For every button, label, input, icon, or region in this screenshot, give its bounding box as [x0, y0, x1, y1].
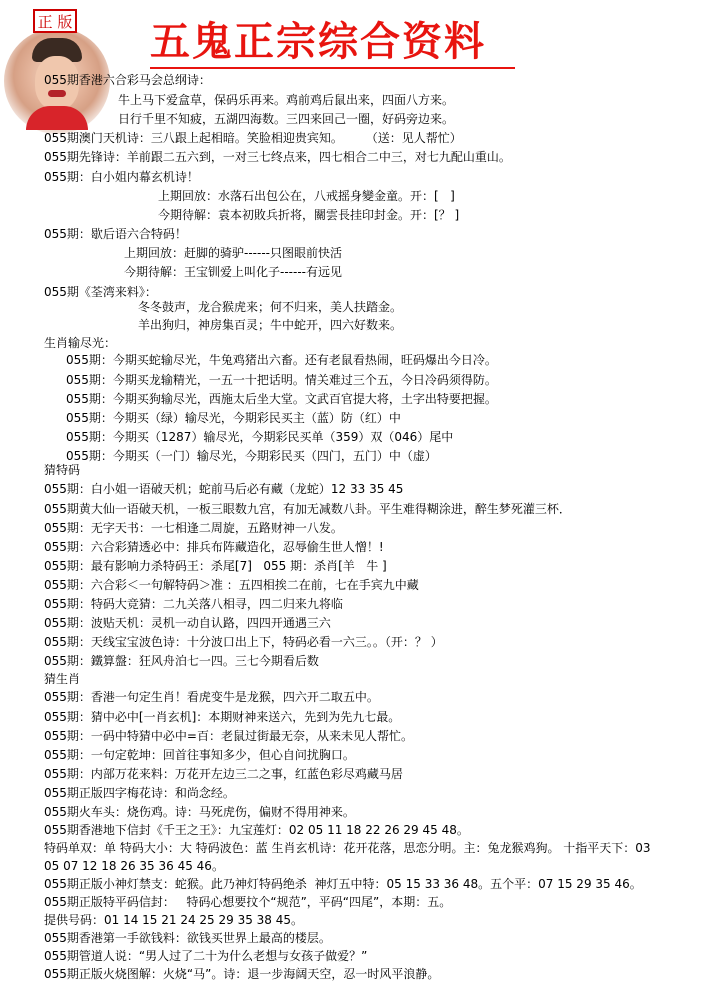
text-line: 提供号码：01 14 15 21 24 25 29 35 38 45。: [44, 913, 304, 927]
text-line: 055期：白小姐内幕玄机诗！: [44, 170, 199, 184]
text-line: 今期待解：王宝钏爱上叫化子------有远见: [124, 265, 342, 279]
text-line: 055期：今期买龙输精光，一五一十把话明。情关难过三个五，今日冷码须得防。: [66, 373, 497, 387]
text-line: 055期：一句定乾坤：回首往事知多少，但心自问扰胸口。: [44, 748, 355, 762]
text-line: 055期：波贴天机：灵机一动自认路，四四开通遇三六: [44, 616, 331, 630]
text-line: 055期：今期买（一门）输尽光，今期彩民买（四门，五门）中（虚）: [66, 449, 437, 463]
text-line: 055期：猜中必中[一肖玄机]：本期财神来送六，先到为先九七最。: [44, 710, 401, 724]
section-heading: 猜特码: [44, 463, 81, 477]
text-line: 055期管道人说：“男人过了二十为什么老想与女孩子做爱？”: [44, 949, 368, 963]
text-line: 冬冬鼓声，龙合猴虎来；何不归来，美人扶踏金。: [138, 300, 403, 314]
text-line: 055期：天线宝宝波色诗：十分波口出上下，特码必看一六三。。（开：？ ）: [44, 635, 443, 649]
text-line: 05 07 12 18 26 35 36 45 46。: [44, 859, 224, 873]
text-line: 055期：内部万花来料：万花开左边三二之事，红蓝色彩尽鸡藏马居: [44, 767, 403, 781]
text-line: 055期正版四字梅花诗：和尚念经。: [44, 786, 235, 800]
text-line: 055期正版小神灯禁支：蛇猴。此乃神灯特码绝杀 神灯五中特：05 15 33 36 48。五个平：07 15 29 35 46。: [44, 877, 642, 891]
text-line: 055期先锋诗：羊前跟二五六到，一对三七终点来，四七相合二中三，对七九配山重山。: [44, 150, 511, 164]
text-line: 055期正版火烧图解：火烧“马”。诗：退一步海阔天空，忍一时风平浪静。: [44, 967, 440, 981]
text-line: 生肖输尽光：: [44, 336, 117, 350]
text-line: 055期香港地下信封《千王之王》：九宝莲灯：02 05 11 18 22 26 29 45 48。: [44, 823, 469, 837]
text-line: 055期：六合彩＜一句解特码＞准 ：五四相挨二在前，七在手宾九中藏: [44, 578, 419, 592]
text-line: 今期待解：袁本初敗兵折将，關雲長挂印封金。开：[？ ]: [158, 208, 460, 222]
text-line: 上期回放：水落石出包公在，八戒摇身變金童。开：[ ]: [158, 189, 455, 203]
official-version-badge: 正 版: [33, 9, 77, 33]
text-line: 055期：特码大竞猜：二九关落八相寻，四二归来九将临: [44, 597, 343, 611]
text-line: 055期：六合彩猜透必中：排兵布阵藏造化，忍辱偷生世人憎！!: [44, 540, 384, 554]
text-line: 055期《荃湾来料》：: [44, 285, 157, 299]
text-line: 055期香港第一手欲钱料：欲钱买世界上最高的楼层。: [44, 931, 331, 945]
page-title: 五鬼正宗综合资料: [150, 19, 486, 65]
text-line: 上期回放：赶脚的骑驴------只图眼前快活: [124, 246, 342, 260]
text-line: 055期香港六合彩马会总纲诗：: [44, 73, 211, 87]
text-line: 055期：白小姐一语破天机；蛇前马后必有藏（龙蛇）12 33 35 45: [44, 482, 404, 496]
text-line: 055期：香港一句定生肖！看虎变牛是龙猴，四六开二取五中。: [44, 690, 379, 704]
text-line: 055期：无字天书：一七相逢二周旋，五路财神一八发。: [44, 521, 343, 535]
text-line: 055期：歇后语六合特码！: [44, 227, 187, 241]
text-line: 055期澳门天机诗：三八跟上起相暗。笑脸相迎贵宾知。 （送：见人帮忙）: [44, 131, 462, 145]
text-line: 日行千里不知疲，五湖四海数。三四来回己一圈，好码旁边来。: [118, 112, 455, 126]
text-line: 牛上马下爱盒草，保码乐再来。鸡前鸡后鼠出来，四面八方来。: [118, 93, 455, 107]
text-line: 055期：今期买狗输尽光，西施太后坐大堂。文武百官提大将，土字出特要把握。: [66, 392, 497, 406]
section-heading: 猜生肖: [44, 672, 81, 686]
text-line: 055期正版特平码信封： 特码心想要抆个“规范”，平码“四尾”，本期：五。: [44, 895, 452, 909]
text-line: 055期：最有影响力杀特码王：杀尾[7] 055 期：杀肖[羊 牛 ]: [44, 559, 387, 573]
text-line: 055期黄大仙一语破天机，一板三眼数九宫，有加无减数八卦。平生难得糊涂进，醉生梦死灌三杯．: [44, 502, 571, 516]
text-line: 055期：今期买蛇输尽光，牛兔鸡猪出六畜。还有老鼠看热闹，旺码爆出今日冷。: [66, 353, 497, 367]
text-line: 羊出狗归，神房集百灵；牛中蛇开，四六好数来。: [138, 318, 403, 332]
text-line: 055期：今期买（绿）输尽光，今期彩民买主（蓝）防（红）中: [66, 411, 401, 425]
text-line: 055期火车头：烧伤鸡。诗：马死虎伤，偏财不得用神来。: [44, 805, 355, 819]
text-line: 055期：鐵算盤：狂风舟泊七一四。三七今期看后数: [44, 654, 319, 668]
title-underline: [150, 67, 515, 69]
text-line: 055期：今期买（1287）输尽光，今期彩民买单（359）双（046）尾中: [66, 430, 454, 444]
text-line: 055期：一码中特猜中必中=百：老鼠过街最无奈，从来未见人帮忙。: [44, 729, 413, 743]
text-line: 特码单双：单 特码大小：大 特码波色：蓝 生肖玄机诗：花开花落，思恋分明。主：兔龙猴鸡狗。 十指平天下：03: [44, 841, 651, 855]
